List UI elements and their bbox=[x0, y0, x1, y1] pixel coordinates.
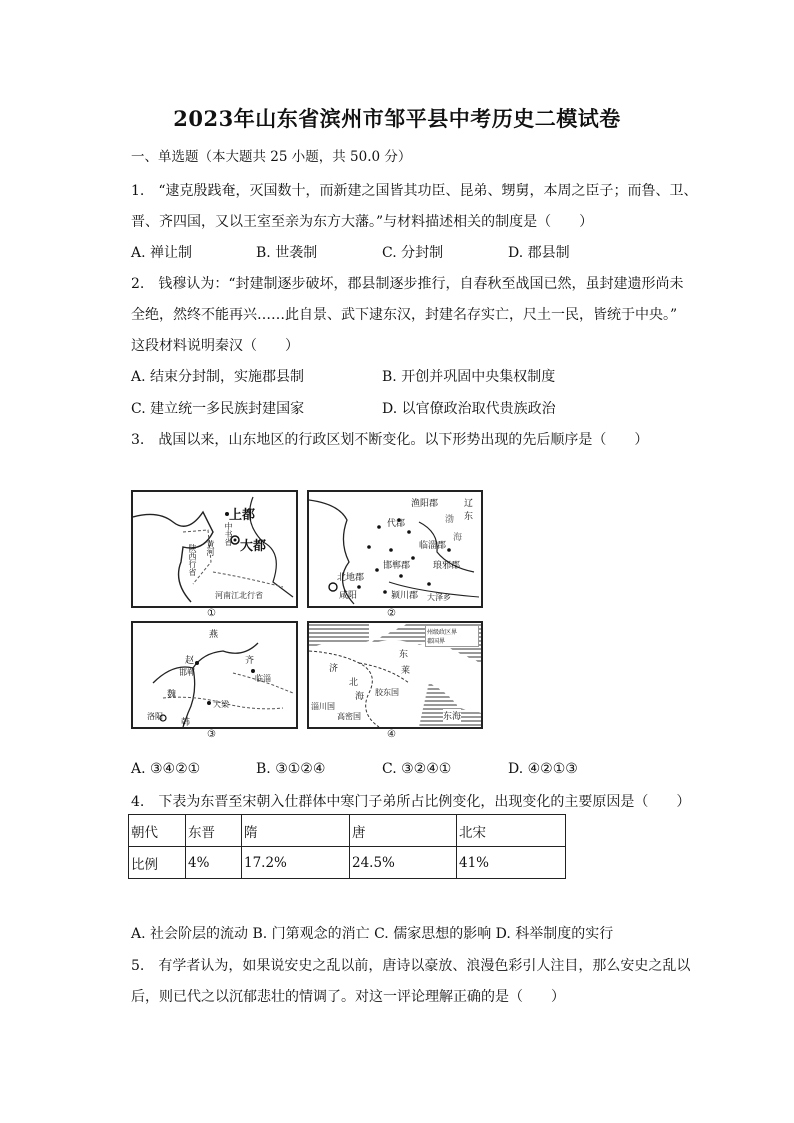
table-cell: 17.2% bbox=[242, 847, 350, 879]
map-3-label-daliang: 大梁 bbox=[213, 700, 229, 709]
map-2-label-xianyang: 咸阳 bbox=[339, 591, 358, 601]
map-4-legend-item-2: 郡国界 bbox=[427, 638, 446, 645]
map-4 bbox=[307, 621, 483, 729]
map-2-number: ② bbox=[387, 608, 396, 619]
q2-option-c: C. 建立统一多民族封建国家 bbox=[131, 401, 305, 417]
map-4-number: ④ bbox=[387, 729, 396, 740]
map-4-legend-item-1: 州级政区界 bbox=[427, 629, 458, 636]
map-2-label-linzi: 临淄郡 bbox=[419, 541, 447, 551]
map-4-legend bbox=[425, 625, 479, 647]
map-4-label-donghai: 东海 bbox=[443, 709, 461, 722]
map-3-label-qi: 齐 bbox=[245, 656, 255, 666]
map-3-label-zhao: 赵 bbox=[185, 656, 195, 666]
map-3-label-yan: 燕 bbox=[209, 630, 219, 640]
map-4-label-zichuan: 淄川国 bbox=[311, 702, 335, 711]
table-cell: 唐 bbox=[350, 815, 457, 847]
map-2-label-daijun: 代郡 bbox=[387, 519, 406, 529]
map-2-label-yingchuan: 颍川郡 bbox=[391, 591, 419, 601]
map-2-label-hai: 海 bbox=[453, 533, 463, 543]
map-1-number: ① bbox=[207, 608, 216, 619]
map-2-label-bo: 渤 bbox=[445, 515, 455, 525]
map-1-label-dadu: 大都 bbox=[240, 539, 267, 554]
map-4-label-ji: 济 bbox=[329, 664, 339, 674]
q4-options: A. 社会阶层的流动 B. 门第观念的消亡 C. 儒家思想的影响 D. 科举制度的实行 bbox=[131, 926, 614, 942]
map-4-label-lai: 莱 bbox=[401, 666, 411, 676]
map-2-label-langya: 琅邪郡 bbox=[433, 561, 461, 571]
map-1-label-shangdu: 上都 bbox=[229, 508, 256, 523]
q5-line2: 后，则已代之以沉郁悲壮的情调了。对这一评论理解正确的是（ ） bbox=[131, 989, 565, 1005]
section-heading: 一、单选题（本大题共 25 小题，共 50.0 分） bbox=[131, 149, 412, 165]
table-cell: 东晋 bbox=[186, 815, 242, 847]
table-cell: 4% bbox=[186, 847, 242, 879]
q2-option-b: B. 开创并巩固中央集权制度 bbox=[382, 369, 556, 385]
table-row bbox=[129, 847, 566, 879]
q1-option-b: B. 世袭制 bbox=[256, 245, 318, 261]
map-1-label-zhongshu: 中书省 bbox=[224, 522, 233, 546]
map-3-label-linzi: 临淄 bbox=[255, 674, 271, 683]
q2-line2: 全绝，然终不能再兴……此自景、武下逮东汉，封建名存实亡，尺土一民，皆统于中央。” bbox=[131, 307, 678, 323]
map-2-label-liaodong: 辽东 bbox=[464, 499, 474, 522]
q3-option-a: A. ③④②① bbox=[131, 761, 201, 777]
map-4-label-bei: 北 bbox=[349, 678, 359, 688]
table-cell: 隋 bbox=[242, 815, 350, 847]
map-1-label-henan: 河南江北行省 bbox=[215, 591, 263, 600]
exam-title: 2023年山东省滨州市邹平县中考历史二模试卷 bbox=[173, 106, 621, 131]
table-cell: 北宋 bbox=[457, 815, 566, 847]
q2-line3: 这段材料说明秦汉（ ） bbox=[131, 338, 299, 354]
map-2-label-dazexiang: 大泽乡 bbox=[427, 593, 451, 602]
q2-line1: 2. 钱穆认为：“封建制逐步破坏，郡县制逐步推行，自春秋至战国已然，虽封建遗形尚未 bbox=[131, 276, 684, 292]
table-cell: 比例 bbox=[129, 847, 186, 879]
map-4-label-dong: 东 bbox=[399, 650, 409, 660]
q2-option-a: A. 结束分封制，实施郡县制 bbox=[131, 369, 305, 385]
map-3 bbox=[131, 621, 298, 729]
map-4-label-gaomi: 高密国 bbox=[337, 712, 361, 721]
q1-option-a: A. 禅让制 bbox=[131, 245, 193, 261]
q3-option-c: C. ③②④① bbox=[382, 761, 452, 777]
map-2-label-handan: 邯郸郡 bbox=[383, 561, 411, 571]
q4-table bbox=[128, 814, 566, 879]
map-2-label-yuyang: 渔阳郡 bbox=[411, 499, 439, 509]
table-cell: 朝代 bbox=[129, 815, 186, 847]
map-1-label-huanghe: 黄河 bbox=[206, 540, 215, 556]
map-3-number: ③ bbox=[207, 729, 216, 740]
table-cell: 41% bbox=[457, 847, 566, 879]
q3-map-figure bbox=[131, 490, 481, 745]
map-1 bbox=[131, 490, 298, 608]
q2-option-d: D. 以官僚政治取代贵族政治 bbox=[382, 401, 556, 417]
table-header-row bbox=[129, 815, 566, 847]
map-2 bbox=[307, 490, 483, 608]
q3-option-b: B. ③①②④ bbox=[256, 761, 326, 777]
q3-line1: 3. 战国以来，山东地区的行政区划不断变化。以下形势出现的先后顺序是（ ） bbox=[131, 432, 649, 448]
map-2-label-beidi: 北地郡 bbox=[337, 573, 365, 583]
map-3-label-luoyang: 洛阳 bbox=[147, 712, 163, 721]
q1-line1: 1. “逮克殷践奄，灭国数十，而新建之国皆其功臣、昆弟、甥舅，本周之臣子；而鲁、卫、 bbox=[131, 183, 698, 199]
q1-option-c: C. 分封制 bbox=[382, 245, 444, 261]
q5-line1: 5. 有学者认为，如果说安史之乱以前，唐诗以豪放、浪漫色彩引人注目，那么安史之乱以 bbox=[131, 958, 691, 974]
map-1-label-shaanxi: 陕西行省 bbox=[188, 544, 197, 576]
map-3-label-han: 韩 bbox=[181, 718, 191, 728]
q1-option-d: D. 郡县制 bbox=[508, 245, 570, 261]
q3-option-d: D. ④②①③ bbox=[508, 761, 578, 777]
q1-line2: 晋、齐四国，又以王室至亲为东方大藩。”与材料描述相关的制度是（ ） bbox=[131, 214, 594, 230]
table-cell: 24.5% bbox=[350, 847, 457, 879]
map-4-label-jiaodong: 胶东国 bbox=[375, 688, 399, 697]
map-4-label-hai: 海 bbox=[355, 692, 365, 702]
map-3-label-handan: 邯郸 bbox=[179, 668, 195, 677]
q4-line1: 4. 下表为东晋至宋朝入仕群体中寒门子弟所占比例变化，出现变化的主要原因是（ ） bbox=[131, 794, 691, 810]
map-3-label-wei: 魏 bbox=[167, 690, 177, 700]
